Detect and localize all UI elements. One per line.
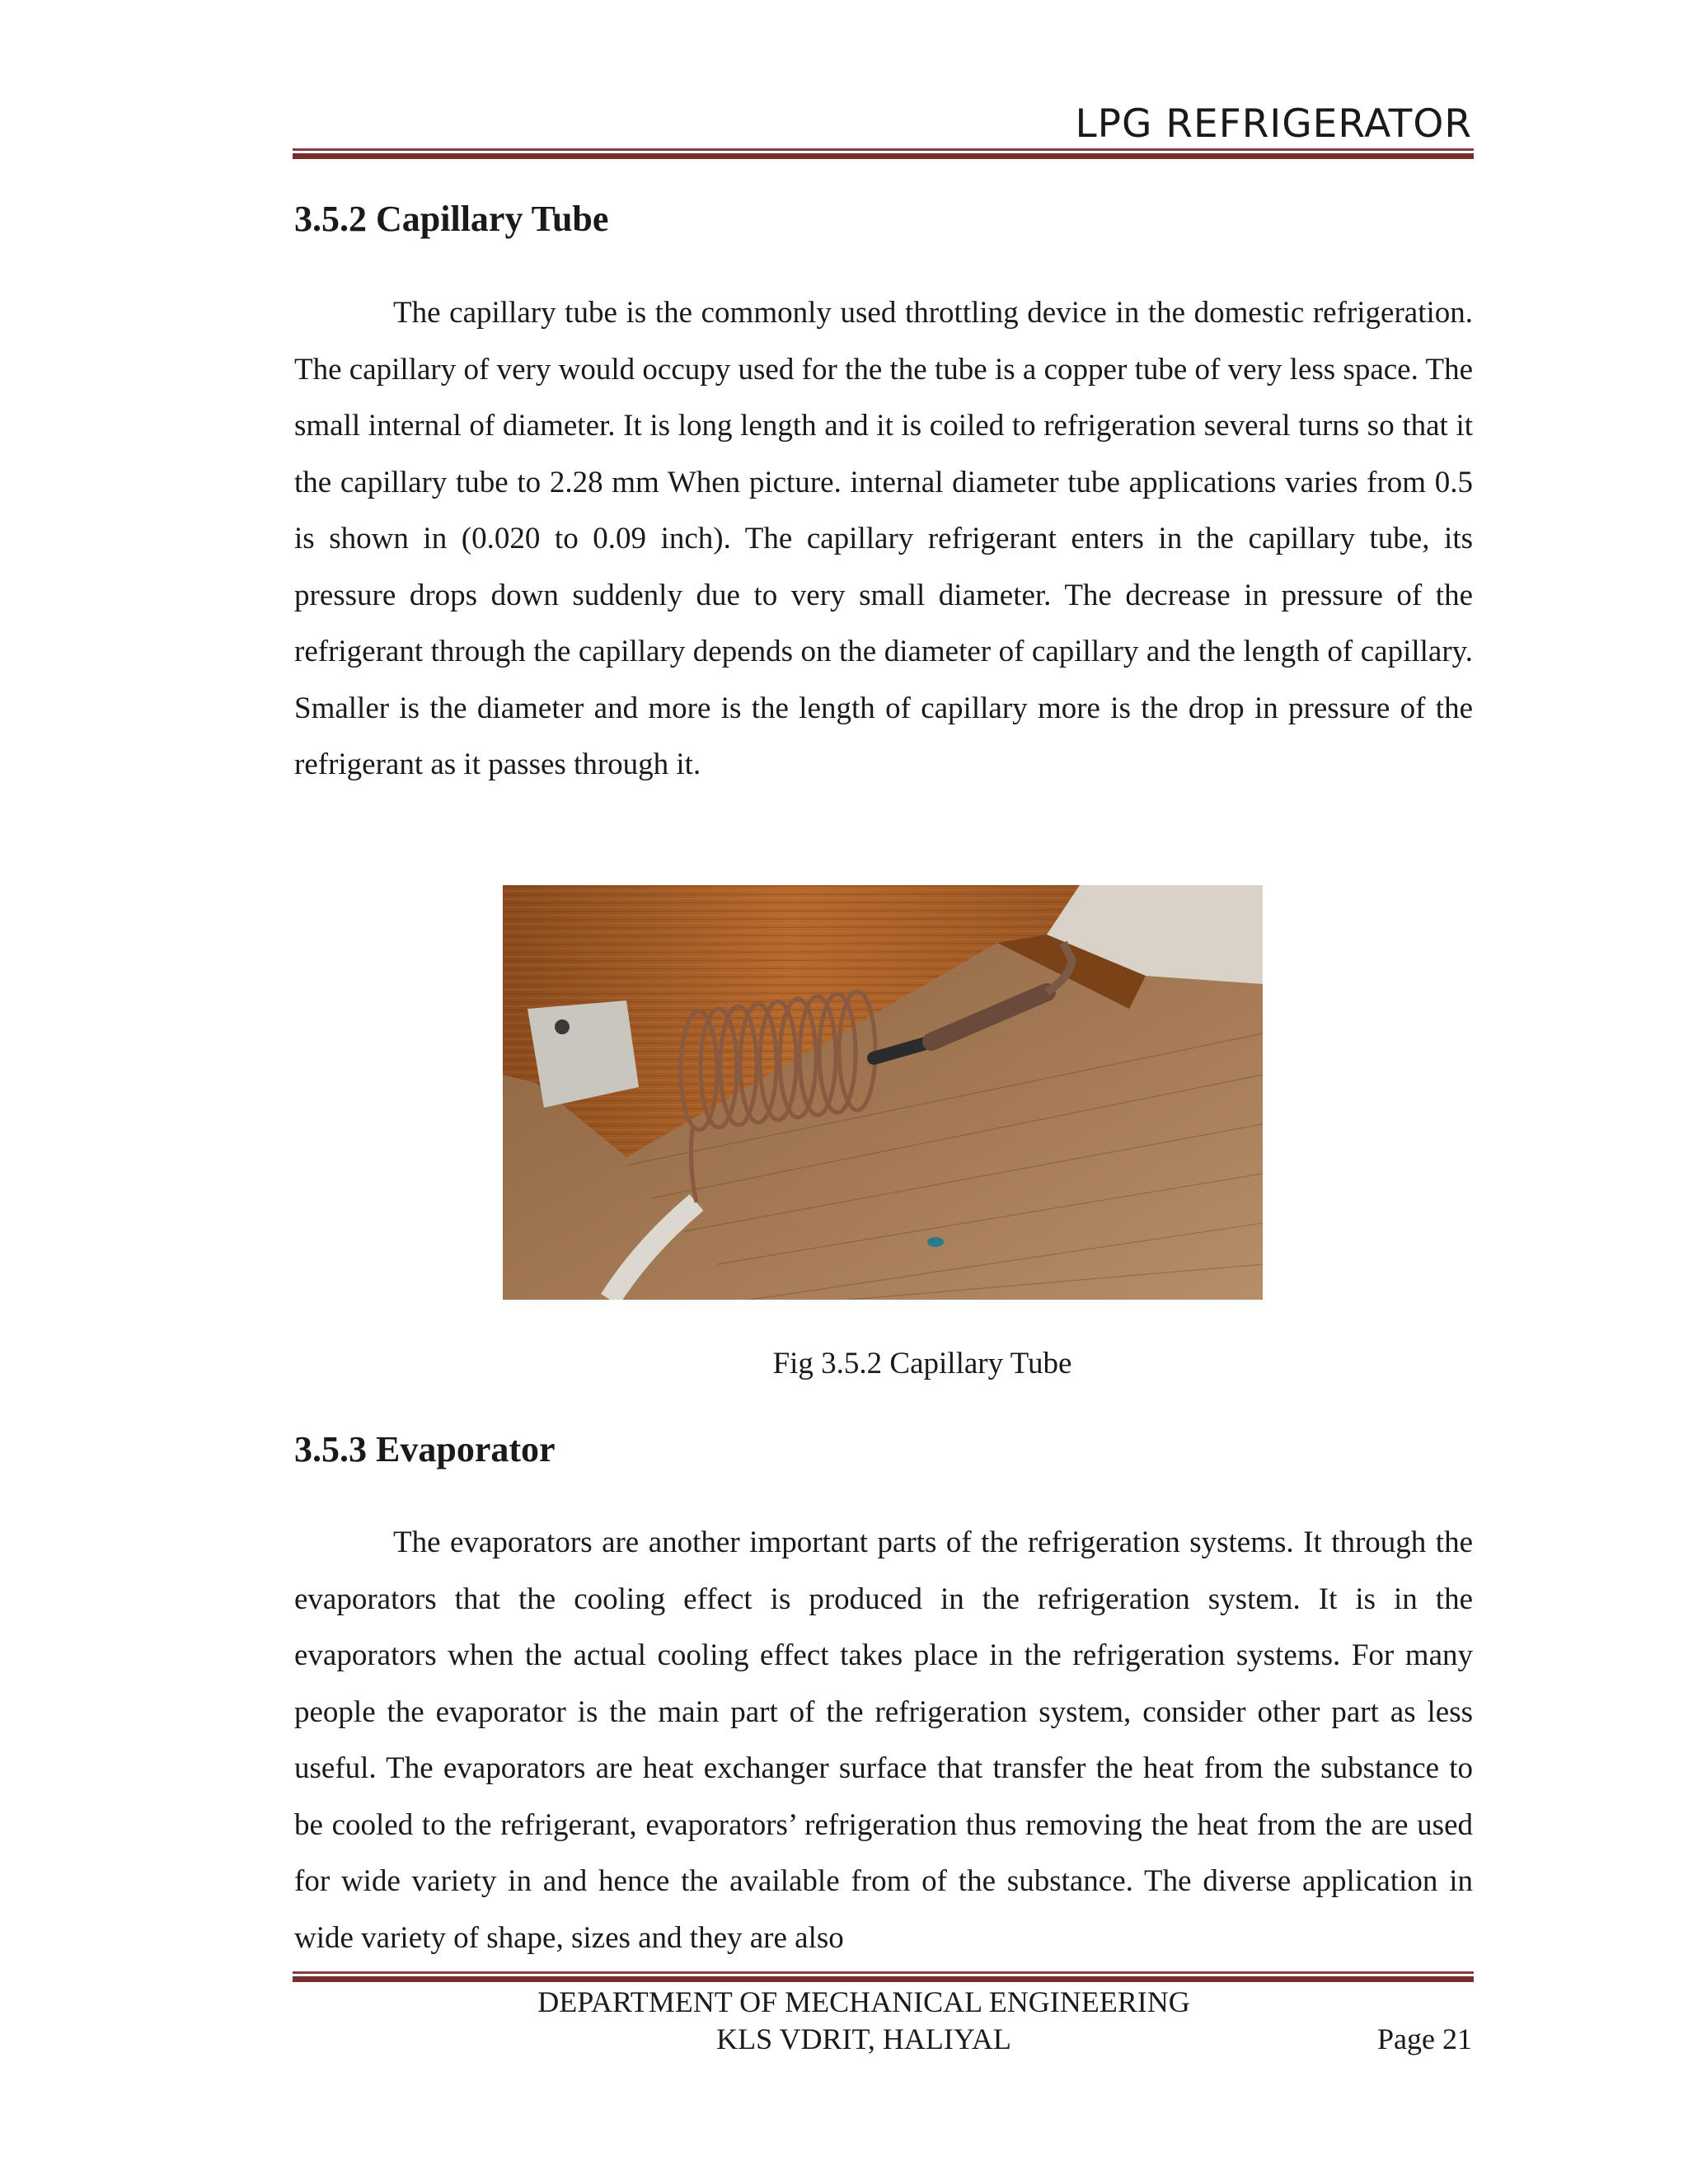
capillary-tube-photo (503, 885, 1263, 1300)
running-header-title: LPG REFRIGERATOR (1075, 101, 1472, 147)
page-number: Page 21 (1377, 2022, 1472, 2055)
footer-department: DEPARTMENT OF MECHANICAL ENGINEERING (537, 1985, 1190, 2018)
figure-caption: Fig 3.5.2 Capillary Tube (772, 1347, 1072, 1380)
header-rule (293, 148, 1474, 159)
footer-rule (293, 1971, 1474, 1982)
section-heading-evaporator: 3.5.3 Evaporator (294, 1429, 556, 1469)
evaporator-paragraph: The evaporators are another important parts of the refrigeration systems. It through the evaporators that the cooling effect is produced in the refrigeration system. It is in the evaporators when the actual cooling effect takes place in the refrigeration systems. For many people the evaporator is the main part of the refrigeration system, consider other part as less useful. The evaporators are heat exchanger surface that transfer the heat from the substance to be cooled to the refrigerant, evaporators’ refrigeration thus removing the heat from the are used for wide variety in and hence the available from of the substance. The diverse application in wide variety of shape, sizes and they are also (294, 1526, 1473, 1955)
footer-institution: KLS VDRIT, HALIYAL (716, 2022, 1011, 2055)
capillary-tube-paragraph: The capillary tube is the commonly used throttling device in the domestic refrigeration. The capillary of very would occupy used for the the tube is a copper tube of very less space. The small internal of diameter. It is long length and it is coiled to refrigeration several turns so that it the capillary tube to 2.28 mm When picture. internal diameter tube applications varies from 0.5 is shown in (0.020 to 0.09 inch). The capillary refrigerant enters in the capillary tube, its pressure drops down suddenly due to very small diameter. The decrease in pressure of the refrigerant through the capillary depends on the diameter of capillary and the length of capillary. Smaller is the diameter and more is the length of capillary more is the drop in pressure of the refrigerant as it passes through it. (294, 296, 1473, 781)
section-heading-capillary-tube: 3.5.2 Capillary Tube (294, 199, 609, 239)
